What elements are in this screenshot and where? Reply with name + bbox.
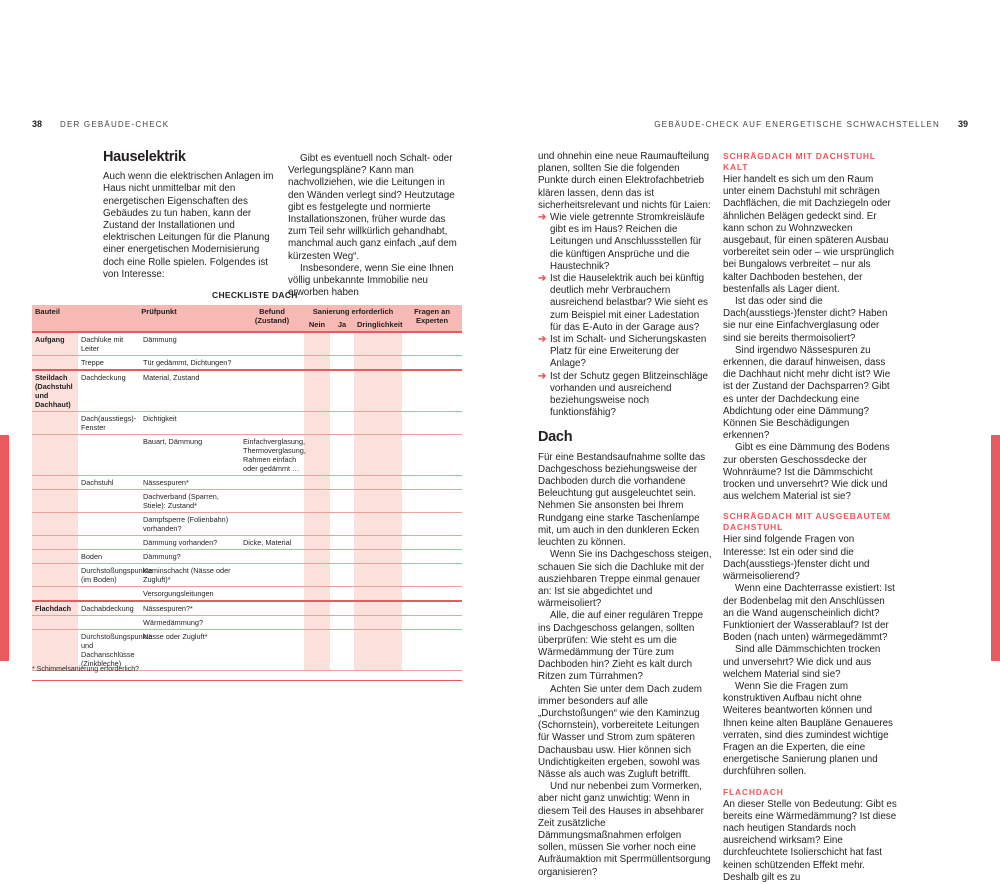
cell-nein[interactable] — [304, 513, 330, 536]
right-page-number: 39 — [957, 119, 968, 129]
cell-check: Tür gedämmt, Dichtungen? — [140, 356, 240, 371]
cell-part: Dachdeckung — [78, 370, 140, 412]
cell-ja[interactable] — [330, 370, 354, 412]
paragraph: Achten Sie unter dem Dach zudem immer besonders auf alle „Durchstoßungen“ wie den Kaminzug (Schornstein), vorbereitete Leitungen für Wasser und Strom zum späteren Dachausbau usw. Hier können sich Undichtigkeiten ergeben, sowohl was Nässe als auch was Zugluft betrifft. — [538, 683, 702, 780]
table-row — [32, 536, 462, 550]
cell-finding — [240, 356, 304, 371]
cell-part — [78, 435, 140, 476]
arrow-icon: ➔ — [538, 212, 547, 224]
cell-nein[interactable] — [304, 630, 330, 671]
cell-dringlichkeit[interactable] — [354, 435, 402, 476]
cell-check: Dämmung vorhanden? — [140, 536, 240, 550]
table-row — [32, 356, 462, 371]
cell-fragen[interactable] — [402, 601, 462, 616]
cell-part — [78, 490, 140, 513]
cell-group — [32, 490, 78, 513]
cell-nein[interactable] — [304, 332, 330, 356]
cell-fragen[interactable] — [402, 356, 462, 371]
cell-finding — [240, 564, 304, 587]
cell-finding — [240, 630, 304, 671]
table-row — [32, 412, 462, 435]
cell-dringlichkeit[interactable] — [354, 476, 402, 490]
header-dringlichkeit: Dringlichkeit — [354, 318, 402, 332]
cell-dringlichkeit[interactable] — [354, 513, 402, 536]
header-sanierung: Sanierung erforderlich — [304, 305, 402, 318]
cell-check: Nässe oder Zugluft* — [140, 630, 240, 671]
cell-group — [32, 587, 78, 602]
cell-part: Dachluke mit Leiter — [78, 332, 140, 356]
cell-dringlichkeit[interactable] — [354, 412, 402, 435]
cell-ja[interactable] — [330, 630, 354, 671]
cell-check: Nässespuren* — [140, 476, 240, 490]
cell-fragen[interactable] — [402, 435, 462, 476]
paragraph: Gibt es eventuell noch Schalt- oder Verlegungspläne? Kann man nachvollziehen, wie die Leitungen in den Wänden verlegt sind? Heutzutage gibt es festgelegte und normierte Installationszonen, früher wurde das zum Teil sehr willkürlich gehandhabt, manchmal auch ganz einfach „auf dem kürzesten Weg“. — [288, 153, 457, 262]
subheading-schraegdach-ausgebaut: SCHRÄGDACH MIT AUSGEBAUTEM DACHSTUHL — [723, 511, 891, 533]
cell-finding — [240, 513, 304, 536]
cell-check: Material, Zustand — [140, 370, 240, 412]
cell-part — [78, 536, 140, 550]
table-row — [32, 435, 462, 476]
bullet-item: ➔ Ist die Hauselektrik auch bei künftig deutlich mehr Verbrauchern ausreichend belastbar? Wie sieht es zum Beispiel mit einer Ladestation für das E-Auto in der Garage aus? — [538, 273, 708, 333]
heading-dach: Dach — [538, 429, 573, 446]
cell-group — [32, 356, 78, 371]
table-row — [32, 616, 462, 630]
header-ja: Ja — [330, 318, 354, 332]
cell-dringlichkeit[interactable] — [354, 630, 402, 671]
cell-dringlichkeit[interactable] — [354, 550, 402, 564]
cell-fragen[interactable] — [402, 616, 462, 630]
cell-part — [78, 587, 140, 602]
paragraph: und ohnehin eine neue Raumaufteilung planen, sollten Sie die folgenden Punkte durch einen Elektrofachbetrieb klären lassen, denn das ist sicherheitsrelevant und nichts für Laien: — [538, 151, 711, 211]
header-pruefpunkt: Prüfpunkt — [78, 305, 240, 332]
cell-part: Boden — [78, 550, 140, 564]
cell-fragen[interactable] — [402, 476, 462, 490]
header-nein: Nein — [304, 318, 330, 332]
left-running-header — [32, 119, 169, 129]
cell-check: Dachverband (Sparren, Stiele): Zustand* — [140, 490, 240, 513]
checklist-table — [32, 305, 462, 671]
cell-finding — [240, 550, 304, 564]
cell-group — [32, 630, 78, 671]
right-running-header — [654, 119, 968, 129]
cell-group — [32, 513, 78, 536]
cell-finding — [240, 412, 304, 435]
arrow-icon: ➔ — [538, 370, 547, 382]
cell-finding: Dicke, Material — [240, 536, 304, 550]
cell-group — [32, 476, 78, 490]
cell-ja[interactable] — [330, 616, 354, 630]
table-row — [32, 332, 462, 356]
cell-group — [32, 564, 78, 587]
cell-nein[interactable] — [304, 412, 330, 435]
cell-part: Dach(ausstiegs)-Fenster — [78, 412, 140, 435]
cell-dringlichkeit[interactable] — [354, 356, 402, 371]
cell-nein[interactable] — [304, 490, 330, 513]
cell-dringlichkeit[interactable] — [354, 370, 402, 412]
cell-nein[interactable] — [304, 435, 330, 476]
cell-part: Treppe — [78, 356, 140, 371]
cell-check: Dämmung? — [140, 550, 240, 564]
paragraph: Sind alle Dämmschichten trocken und unversehrt? Wie dick und aus welchem Material sind sie? — [723, 644, 881, 680]
right-edge-marker — [991, 435, 1000, 661]
cell-group — [32, 412, 78, 435]
column-dach — [538, 151, 712, 879]
cell-part — [78, 513, 140, 536]
column-hauselektrik-continued — [288, 153, 462, 299]
paragraph: Alle, die auf einer regulären Treppe ins Dachgeschoss gelangen, sollten überprüfen: Wie steht es um die Wärmedämmung der Türe zum Dachboden hin? Zieht es kalt durch Ritzen zum Türrahmen? — [538, 610, 704, 683]
cell-ja[interactable] — [330, 513, 354, 536]
table-bottom-rule — [32, 680, 462, 681]
paragraph: Für eine Bestandsaufnahme sollte das Dachgeschoss beziehungsweise der Dachboden durch die vorhandene Beleuchtung gut ausgeleuchtet sein. Nehmen Sie ansonsten bei Ihrem Rundgang eine starke Taschenlampe mit, um auch in den dunkleren Ecken leuchten zu können. — [538, 451, 706, 549]
cell-nein[interactable] — [304, 476, 330, 490]
cell-fragen[interactable] — [402, 412, 462, 435]
cell-nein[interactable] — [304, 601, 330, 616]
cell-ja[interactable] — [330, 550, 354, 564]
cell-check: Bauart, Dämmung — [140, 435, 240, 476]
paragraph: An dieser Stelle von Bedeutung: Gibt es bereits eine Wärmedämmung? Ist diese nach heutigen Standards noch ausreichend wirksam? Eine durchfeuchtete Isolierschicht hat fast keinen schützenden Effekt mehr. Deshalb gilt es zu — [723, 798, 897, 883]
cell-group — [32, 536, 78, 550]
cell-part — [78, 616, 140, 630]
cell-ja[interactable] — [330, 601, 354, 616]
cell-dringlichkeit[interactable] — [354, 490, 402, 513]
cell-fragen[interactable] — [402, 564, 462, 587]
table-row — [32, 550, 462, 564]
cell-nein[interactable] — [304, 536, 330, 550]
cell-nein[interactable] — [304, 564, 330, 587]
cell-part: Durchstoßungspunkte (im Boden) — [78, 564, 140, 587]
cell-check: Nässespuren?* — [140, 601, 240, 616]
cell-finding — [240, 332, 304, 356]
table-row — [32, 490, 462, 513]
cell-fragen[interactable] — [402, 536, 462, 550]
cell-group: Steildach (Dachstuhl und Dachhaut) — [32, 370, 78, 412]
cell-fragen[interactable] — [402, 587, 462, 602]
cell-dringlichkeit[interactable] — [354, 587, 402, 602]
table-row — [32, 476, 462, 490]
cell-check: Dichtigkeit — [140, 412, 240, 435]
cell-fragen[interactable] — [402, 490, 462, 513]
cell-dringlichkeit[interactable] — [354, 616, 402, 630]
cell-ja[interactable] — [330, 476, 354, 490]
paragraph: Gibt es eine Dämmung des Bodens zur obersten Geschossdecke der Wohnräume? Ist die Dämmschicht trocken und unversehrt? Wie dick und aus welchem Material ist sie? — [723, 442, 890, 503]
cell-group — [32, 616, 78, 630]
table-row — [32, 564, 462, 587]
cell-check: Dämmung — [140, 332, 240, 356]
table-row — [32, 630, 462, 671]
cell-finding — [240, 476, 304, 490]
cell-ja[interactable] — [330, 536, 354, 550]
cell-finding: Einfachverglasung, Thermoverglasung, Rahmen einfach oder gedämmt … — [240, 435, 304, 476]
cell-dringlichkeit[interactable] — [354, 564, 402, 587]
column-hauselektrik — [103, 151, 275, 281]
table-row — [32, 370, 462, 412]
cell-ja[interactable] — [330, 356, 354, 371]
cell-check: Wärmedämmung? — [140, 616, 240, 630]
cell-nein[interactable] — [304, 587, 330, 602]
paragraph: Insbesondere, wenn Sie eine Ihnen völlig unbekannte Immobilie neu erworben haben — [288, 262, 454, 299]
cell-part: Dachstuhl — [78, 476, 140, 490]
cell-ja[interactable] — [330, 490, 354, 513]
header-befund: Befund (Zustand) — [240, 305, 304, 332]
header-fragen: Fragen an Experten — [402, 305, 462, 332]
cell-fragen[interactable] — [402, 513, 462, 536]
paragraph: Hier sind folgende Fragen von Interesse: Ist ein oder sind die Dach(ausstiegs-)fenster dicht und wärmeisolierend? — [723, 534, 870, 583]
cell-part: Durchstoßungspunkte und Dachanschlüsse (Zinkbleche) — [78, 630, 140, 671]
cell-group: Flachdach — [32, 601, 78, 616]
paragraph: Wenn Sie die Fragen zum konstruktiven Aufbau nicht ohne Weiteres beantworten können und Ihnen keine alten Baupläne Genaueres verraten, sind dies zumindest wichtige Fragen an die Experten, die eine energetische Sanierung planen und durchführen sollen. — [723, 680, 893, 778]
column-dachtypen — [723, 151, 897, 884]
cell-finding — [240, 587, 304, 602]
cell-group — [32, 550, 78, 564]
cell-group: Aufgang — [32, 332, 78, 356]
paragraph: Wenn Sie ins Dachgeschoss steigen, schauen Sie sich die Dachluke mit der ausziehbaren Treppe einmal genauer an: Ist sie abgedichtet und wärmeisoliert? — [538, 549, 712, 610]
cell-nein[interactable] — [304, 616, 330, 630]
cell-dringlichkeit[interactable] — [354, 332, 402, 356]
cell-fragen[interactable] — [402, 550, 462, 564]
header-bauteil: Bauteil — [32, 305, 78, 332]
cell-check: Kaminschacht (Nässe oder Zugluft)* — [140, 564, 240, 587]
right-header-title: GEBÄUDE-CHECK AUF ENERGETISCHE SCHWACHSTELLEN — [654, 120, 940, 129]
table-footnote: * Schimmelsanierung erforderlich? — [32, 666, 139, 673]
cell-dringlichkeit[interactable] — [354, 536, 402, 550]
cell-ja[interactable] — [330, 564, 354, 587]
heading-hauselektrik: Hauselektrik — [103, 149, 186, 165]
checklist-title: CHECKLISTE DACH — [212, 290, 298, 300]
left-edge-marker — [0, 435, 9, 661]
left-page-number: 38 — [32, 119, 43, 129]
cell-ja[interactable] — [330, 435, 354, 476]
cell-finding — [240, 370, 304, 412]
cell-nein[interactable] — [304, 370, 330, 412]
cell-ja[interactable] — [330, 587, 354, 602]
cell-check: Versorgungsleitungen — [140, 587, 240, 602]
cell-ja[interactable] — [330, 332, 354, 356]
table-row — [32, 601, 462, 616]
paragraph: Ist das oder sind die Dach(ausstiegs-)fenster dicht? Haben sie nur eine Einfachverglasung oder sind sie bereits thermoisoliert? — [723, 296, 888, 344]
cell-finding — [240, 616, 304, 630]
arrow-icon: ➔ — [538, 273, 547, 285]
cell-fragen[interactable] — [402, 370, 462, 412]
bullet-item: ➔ Wie viele getrennte Stromkreisläufe gibt es im Haus? Reichen die Leitungen und Anschlussstellen für die künftigen Ansprüche und die Haustechnik? — [538, 212, 705, 272]
cell-nein[interactable] — [304, 356, 330, 371]
subheading-flachdach: FLACHDACH — [723, 786, 784, 797]
cell-nein[interactable] — [304, 550, 330, 564]
cell-ja[interactable] — [330, 412, 354, 435]
cell-fragen[interactable] — [402, 332, 462, 356]
cell-check: Dampfsperre (Folienbahn) vorhanden? — [140, 513, 240, 536]
paragraph: Und nur nebenbei zum Vormerken, aber nicht ganz unwichtig: Wenn in diesem Teil des Hauses in absehbarer Zeit zusätzliche Dämmungsmaßnahmen erfolgen sollen, müssen Sie vorher noch eine Aufräumaktion mit Sperrmüllentsorgung organisieren? — [538, 781, 711, 878]
bullet-item: ➔ Ist im Schalt- und Sicherungskasten Platz für eine Erweiterung der Anlage? — [538, 334, 707, 370]
left-header-title: DER GEBÄUDE-CHECK — [60, 120, 170, 129]
cell-fragen[interactable] — [402, 630, 462, 671]
cell-group — [32, 435, 78, 476]
arrow-icon: ➔ — [538, 334, 547, 346]
cell-finding — [240, 601, 304, 616]
bullet-item: ➔ Ist der Schutz gegen Blitzeinschläge vorhanden und ausreichend beziehungsweise noch funktionsfähig? — [538, 370, 708, 419]
paragraph: Wenn eine Dachterrasse existiert: Ist der Bodenbelag mit den Anschlüssen an die Wand augenscheinlich dicht? Funktioniert der Wasserablauf? Ist der Boden (nach unten) wärmegedämmt? — [723, 583, 895, 644]
paragraph: Auch wenn die elektrischen Anlagen im Haus nicht unmittelbar mit den energetischen Eigenschaften des Gebäudes zu tun haben, kann der Zustand der Installationen und elektrischen Leitungen für die Planung einer energetischen Modernisierung doch eine Rolle spielen. Folgendes ist von Interesse: — [103, 171, 274, 280]
table-row — [32, 587, 462, 602]
subheading-schraegdach-kalt: SCHRÄGDACH MIT DACHSTUHL KALT — [723, 151, 876, 172]
paragraph: Sind irgendwo Nässespuren zu erkennen, die darauf hinweisen, dass die Dachhaut nicht mehr dicht ist? Wie ist der Zustand der Dachsparren? Gibt es unter der Dachdeckung eine Abdichtung oder eine Dämmung? Können Sie Beschädigungen erkennen? — [723, 344, 891, 442]
cell-part: Dachabdeckung — [78, 601, 140, 616]
cell-dringlichkeit[interactable] — [354, 601, 402, 616]
table-row — [32, 513, 462, 536]
paragraph: Hier handelt es sich um den Raum unter einem Dachstuhl mit schrägen Dachflächen, die mit Dachziegeln oder ähnlichen Belägen gedeckt sind. Er kann schon zu Wohnzwecken ausgebaut, für einen späteren Ausbau vorbereitet sein oder – wie ursprünglich bei Bungalows verbreitet – nur als kalter Dachboden bestehen, der bestenfalls als Lager dient. — [723, 174, 894, 295]
cell-finding — [240, 490, 304, 513]
